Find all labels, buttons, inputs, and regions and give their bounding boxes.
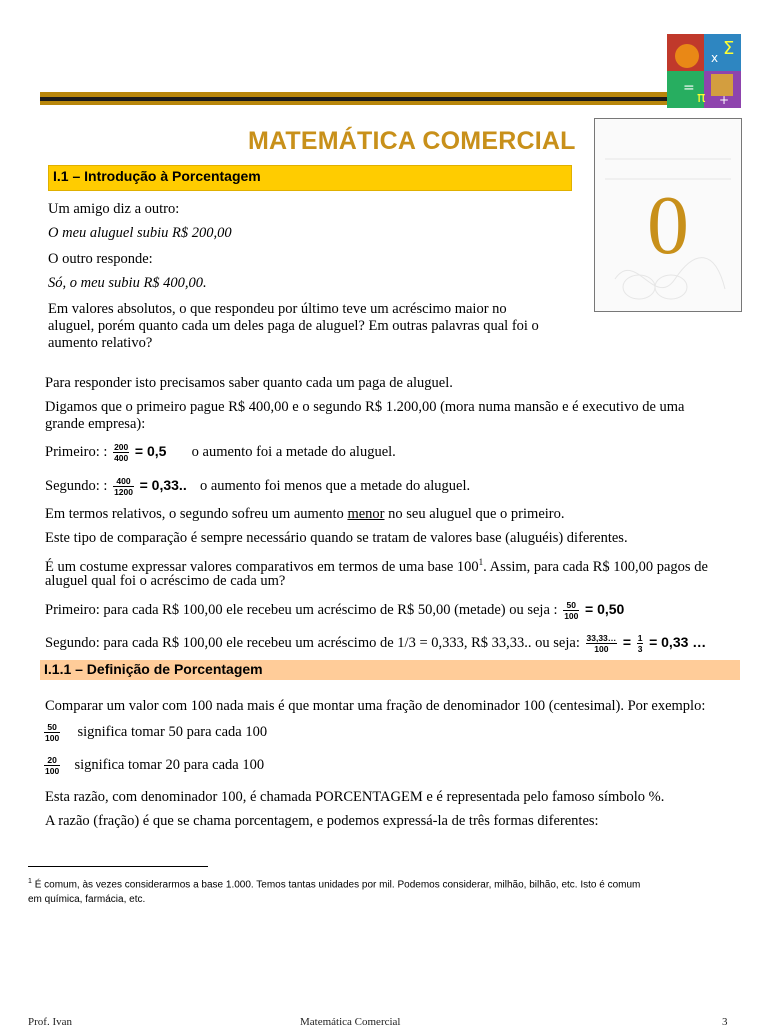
segundo-text: o aumento foi menos que a metade do aluguel. (199, 478, 471, 494)
body-paragraph-5-line-2: aluguel qual foi o acréscimo de cada um? (45, 573, 286, 589)
section-heading-intro-text: I.1 – Introdução à Porcentagem (53, 168, 261, 184)
definition-paragraph-2: Esta razão, com denominador 100, é chamada PORCENTAGEM e é representada pelo famoso símbolo %. (45, 789, 665, 805)
segundo-label: Segundo: : (45, 478, 108, 494)
segundo-fraction (113, 476, 134, 497)
body-paragraph-4: Este tipo de comparação é sempre necessário quando se tratam de valores base (aluguéis) diferentes. (45, 530, 628, 546)
body-paragraph-5-text-a: É um costume expressar valores comparativos em termos de uma base 100 (45, 558, 479, 575)
body-paragraph-2-line-2: grande empresa): (45, 416, 146, 432)
p7-numerator-1: 33,33… (586, 633, 617, 644)
primeiro-fraction (113, 442, 129, 463)
body-paragraph-6-text: Primeiro: para cada R$ 100,00 ele recebeu um acréscimo de R$ 50,00 (metade) ou seja : (45, 602, 558, 618)
svg-text:Σ: Σ (723, 38, 735, 59)
segundo-denominator: 1200 (114, 487, 133, 498)
intro-paragraph-line-3: aumento relativo? (48, 335, 153, 351)
svg-text:=: = (683, 80, 695, 96)
intro-line-3: O outro responde: (48, 251, 153, 267)
p7-result: = 0,33 … (649, 634, 707, 650)
page-title: MATEMÁTICA COMERCIAL (248, 127, 576, 155)
definition-paragraph-1: Comparar um valor com 100 nada mais é que montar uma fração de denominador 100 (centesimal). Por exemplo: (45, 698, 706, 714)
body-paragraph-3-underlined: menor (347, 506, 385, 522)
footer-page-number: 3 (722, 1016, 728, 1028)
svg-text:x: x (711, 51, 719, 65)
p7-numerator-2: 1 (637, 633, 643, 644)
footnote-line-2: em química, farmácia, etc. (28, 894, 146, 906)
example-2-fraction (44, 755, 60, 776)
example-1-numerator: 50 (44, 722, 60, 733)
chapter-box (594, 118, 742, 312)
footnote-line-1: É comum, às vezes considerarmos a base 1.000. Temos tantas unidades por mil. Podemos considerar, milhão, bilhão, etc. Isto é comum (34, 879, 641, 891)
footnote-marker: 1 (28, 878, 32, 885)
section-heading-intro (48, 165, 572, 191)
segundo-result: = 0,33.. (139, 477, 187, 493)
primeiro-text: o aumento foi a metade do aluguel. (191, 444, 396, 460)
footnote-reference: 1 (478, 557, 484, 567)
p6-fraction (563, 600, 579, 621)
body-paragraph-6 (45, 600, 624, 621)
svg-text:+: + (719, 93, 730, 107)
intro-paragraph-line-2: aluguel, porém quanto cada um deles paga de aluguel? Em outras palavras qual foi o (48, 318, 539, 334)
footnote-separator (28, 866, 208, 867)
intro-paragraph-line-1: Em valores absolutos, o que respondeu por último teve um acréscimo maior no (48, 301, 507, 317)
section-heading-definition (40, 660, 740, 680)
example-1-fraction (44, 722, 60, 743)
primeiro-denominator: 400 (114, 453, 129, 464)
footer-left: Prof. Ivan (28, 1016, 72, 1028)
header-rule-bottom (40, 101, 670, 105)
body-paragraph-7 (45, 633, 706, 654)
p7-fraction-2 (637, 633, 644, 654)
primeiro-result: = 0,5 (134, 443, 167, 459)
p7-equals: = (622, 634, 632, 650)
segundo-numerator: 400 (113, 476, 134, 487)
intro-line-2: O meu aluguel subiu R$ 200,00 (48, 225, 232, 241)
body-paragraph-2-line-1: Digamos que o primeiro pague R$ 400,00 e o segundo R$ 1.200,00 (mora numa mansão e é executivo de uma (45, 399, 685, 415)
footer-center: Matemática Comercial (300, 1016, 401, 1028)
example-1-denominator: 100 (45, 733, 60, 743)
example-2-numerator: 20 (44, 755, 60, 766)
p6-result: = 0,50 (585, 601, 625, 617)
p7-fraction-1 (586, 633, 618, 654)
body-paragraph-5-text-b: . Assim, para cada R$ 100,00 pagos de (483, 558, 708, 575)
p7-denominator-2: 3 (637, 644, 643, 655)
segundo-line (45, 476, 470, 497)
primeiro-line (45, 442, 396, 463)
body-paragraph-3-post: no seu aluguel que o primeiro. (388, 506, 565, 522)
svg-text:π: π (697, 90, 706, 106)
math-symbols-logo-icon (667, 34, 741, 108)
primeiro-label: Primeiro: : (45, 444, 108, 460)
p6-denominator: 100 (564, 611, 579, 622)
p6-numerator: 50 (563, 600, 579, 611)
intro-line-4: Só, o meu subiu R$ 400,00. (48, 275, 207, 291)
definition-example-2 (42, 755, 264, 776)
example-1-text: significa tomar 50 para cada 100 (77, 723, 268, 740)
body-paragraph-7-text: Segundo: para cada R$ 100,00 ele recebeu um acréscimo de 1/3 = 0,333, R$ 33,33.. ou seja: (45, 635, 580, 651)
chapter-number: 0 (647, 179, 689, 272)
body-paragraph-1: Para responder isto precisamos saber quanto cada um paga de aluguel. (45, 375, 453, 391)
p7-denominator-1: 100 (594, 644, 609, 655)
footnote (28, 874, 728, 907)
primeiro-numerator: 200 (114, 442, 129, 453)
body-paragraph-3 (45, 505, 564, 523)
section-heading-definition-text: I.1.1 – Definição de Porcentagem (44, 661, 263, 677)
intro-line-1: Um amigo diz a outro: (48, 201, 180, 217)
definition-paragraph-3: A razão (fração) é que se chama porcentagem, e podemos expressá-la de três formas diferentes: (45, 813, 599, 829)
example-2-denominator: 100 (45, 766, 60, 776)
body-paragraph-3-pre: Em termos relativos, o segundo sofreu um aumento (45, 506, 344, 522)
example-2-text: significa tomar 20 para cada 100 (74, 756, 265, 773)
definition-example-1 (42, 722, 267, 743)
